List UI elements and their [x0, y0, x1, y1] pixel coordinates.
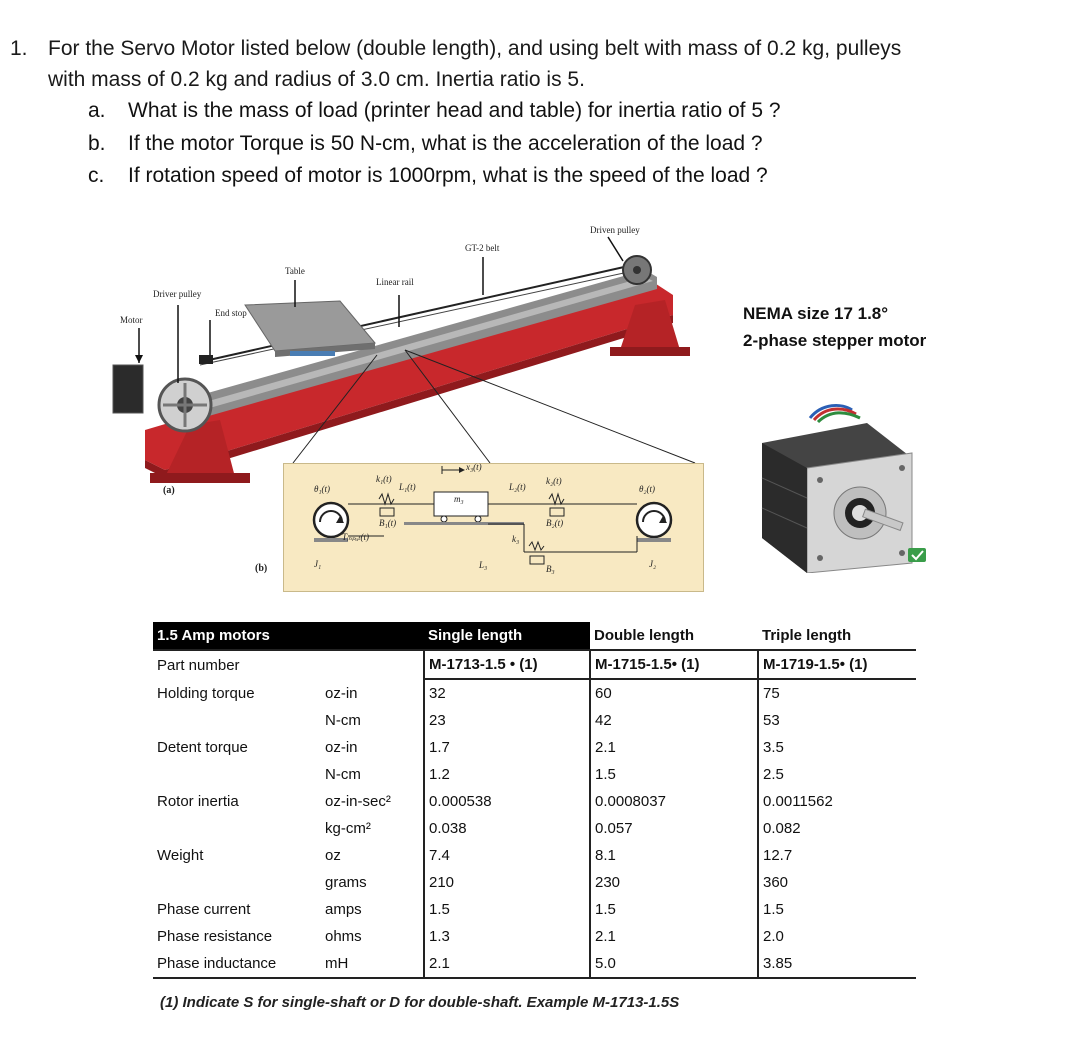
label-J2: J₂	[649, 559, 657, 569]
value-double: 0.057	[590, 815, 758, 842]
label-x3: x₃(t)	[466, 462, 482, 472]
value-double: 230	[590, 869, 758, 896]
value-double: 8.1	[590, 842, 758, 869]
label-linear-rail: Linear rail	[376, 277, 414, 287]
row-unit: N-cm	[325, 712, 361, 729]
row-unit: oz-in	[325, 739, 358, 756]
value-single: 7.4	[424, 842, 590, 869]
part-double: M-1715-1.5• (1)	[590, 650, 758, 679]
value-triple: 0.082	[758, 815, 916, 842]
label-driver-pulley: Driver pulley	[153, 289, 202, 299]
table-footnote: (1) Indicate S for single-shaft or D for double-shaft. Example M-1713-1.5S	[160, 994, 680, 1011]
value-triple: 360	[758, 869, 916, 896]
part-letter: b.	[88, 132, 106, 155]
table-row	[153, 761, 916, 788]
value-single: 0.000538	[424, 788, 590, 815]
label-driven-pulley: Driven pulley	[590, 225, 640, 235]
question-line-1: For the Servo Motor listed below (double length), and using belt with mass of 0.2 kg, pulleys	[48, 37, 902, 60]
value-single: 23	[424, 707, 590, 734]
table-row	[153, 707, 916, 734]
value-triple: 2.0	[758, 923, 916, 950]
table-row	[153, 950, 916, 978]
value-single: 1.7	[424, 734, 590, 761]
label-theta2: θ₂(t)	[639, 484, 656, 494]
value-single: 1.5	[424, 896, 590, 923]
label-B2: B₂(t)	[546, 518, 564, 528]
row-label: Phase inductance	[157, 955, 277, 972]
row-label: Phase resistance	[157, 928, 273, 945]
value-triple: 2.5	[758, 761, 916, 788]
row-label: Detent torque	[157, 739, 248, 756]
row-unit: amps	[325, 901, 362, 918]
part-text: If rotation speed of motor is 1000rpm, what is the speed of the load ?	[128, 164, 768, 187]
value-double: 2.1	[590, 734, 758, 761]
row-unit: grams	[325, 874, 367, 891]
value-double: 1.5	[590, 761, 758, 788]
label-gt2-belt: GT-2 belt	[465, 243, 500, 253]
nema-line-2: 2-phase stepper motor	[743, 331, 927, 350]
label-L2: L₂(t)	[509, 482, 526, 492]
row-unit: N-cm	[325, 766, 361, 783]
question-part-b	[88, 128, 763, 159]
label-a: (a)	[163, 485, 175, 496]
table-row	[153, 842, 916, 869]
table-row	[153, 896, 916, 923]
question-line-2: with mass of 0.2 kg and radius of 3.0 cm. Inertia ratio is 5.	[48, 68, 585, 91]
label-motor: Motor	[120, 315, 143, 325]
row-label	[153, 869, 321, 896]
header-triple: Triple length	[762, 627, 852, 644]
label-k2: k₂(t)	[546, 476, 562, 486]
label-L1: L₁(t)	[399, 482, 416, 492]
motor-spec-table	[153, 622, 916, 979]
value-triple: 0.0011562	[758, 788, 916, 815]
table-row	[153, 815, 916, 842]
value-double: 2.1	[590, 923, 758, 950]
value-triple: 53	[758, 707, 916, 734]
nema-caption	[743, 300, 926, 354]
label-table: Table	[285, 266, 305, 276]
linear-stage-figure	[105, 215, 705, 595]
row-label	[153, 707, 321, 734]
label-B3: B₃	[546, 564, 555, 574]
table-row	[153, 734, 916, 761]
value-triple: 75	[758, 679, 916, 707]
value-triple: 1.5	[758, 896, 916, 923]
table-row	[153, 788, 916, 815]
value-double: 42	[590, 707, 758, 734]
question-part-c	[88, 160, 768, 191]
row-unit: oz-in-sec²	[325, 793, 391, 810]
value-single: 1.2	[424, 761, 590, 788]
value-single: 210	[424, 869, 590, 896]
header-double: Double length	[594, 627, 694, 644]
label-k1: k₁(t)	[376, 474, 392, 484]
end-stop	[199, 355, 213, 364]
value-double: 60	[590, 679, 758, 707]
label-B1: B₁(t)	[379, 518, 397, 528]
table-row	[153, 869, 916, 896]
table-title: 1.5 Amp motors	[153, 622, 424, 650]
value-single: 1.3	[424, 923, 590, 950]
value-triple: 3.5	[758, 734, 916, 761]
table-row	[153, 679, 916, 707]
question-part-a	[88, 95, 781, 126]
value-double: 5.0	[590, 950, 758, 978]
value-single: 2.1	[424, 950, 590, 978]
value-double: 0.0008037	[590, 788, 758, 815]
value-triple: 12.7	[758, 842, 916, 869]
row-label	[153, 815, 321, 842]
label-b: (b)	[255, 563, 268, 574]
part-letter: c.	[88, 164, 105, 187]
row-label: Rotor inertia	[157, 793, 239, 810]
schematic-box	[283, 463, 704, 592]
row-unit: oz-in	[325, 684, 358, 702]
question-text	[48, 33, 1058, 95]
row-unit: oz	[325, 847, 341, 864]
label-L3: L₃	[479, 560, 488, 570]
row-label: Weight	[157, 847, 204, 864]
row-unit: mH	[325, 955, 349, 972]
row-unit: ohms	[325, 928, 362, 945]
value-single: 32	[424, 679, 590, 707]
row-label: Phase current	[157, 901, 251, 918]
label-m3: m₃	[454, 494, 464, 504]
stepper-motor-photo	[752, 398, 942, 573]
part-text: What is the mass of load (printer head and table) for inertia ratio of 5 ?	[128, 99, 781, 122]
value-single: 0.038	[424, 815, 590, 842]
carriage-table	[245, 301, 375, 351]
table-row	[153, 923, 916, 950]
label-tinput: Tᵢₙₚᵤₜ(t)	[342, 532, 370, 542]
part-text: If the motor Torque is 50 N-cm, what is the acceleration of the load ?	[128, 132, 763, 155]
row-label	[153, 761, 321, 788]
header-single: Single length	[424, 622, 590, 650]
label-k3: k₃	[512, 534, 520, 544]
part-triple: M-1719-1.5• (1)	[758, 650, 916, 679]
question-number: 1.	[10, 37, 28, 60]
label-end-stop: End stop	[215, 308, 247, 318]
motor	[113, 365, 143, 413]
value-triple: 3.85	[758, 950, 916, 978]
part-letter: a.	[88, 99, 106, 122]
label-theta1: θ₁(t)	[314, 484, 331, 494]
value-double: 1.5	[590, 896, 758, 923]
row-label: Holding torque	[157, 684, 255, 702]
part-single: M-1713-1.5 • (1)	[424, 650, 590, 679]
part-number-label: Part number	[157, 656, 240, 674]
label-J1: J₁	[314, 559, 322, 569]
nema-line-1: NEMA size 17 1.8°	[743, 304, 889, 323]
row-unit: kg-cm²	[325, 820, 371, 837]
